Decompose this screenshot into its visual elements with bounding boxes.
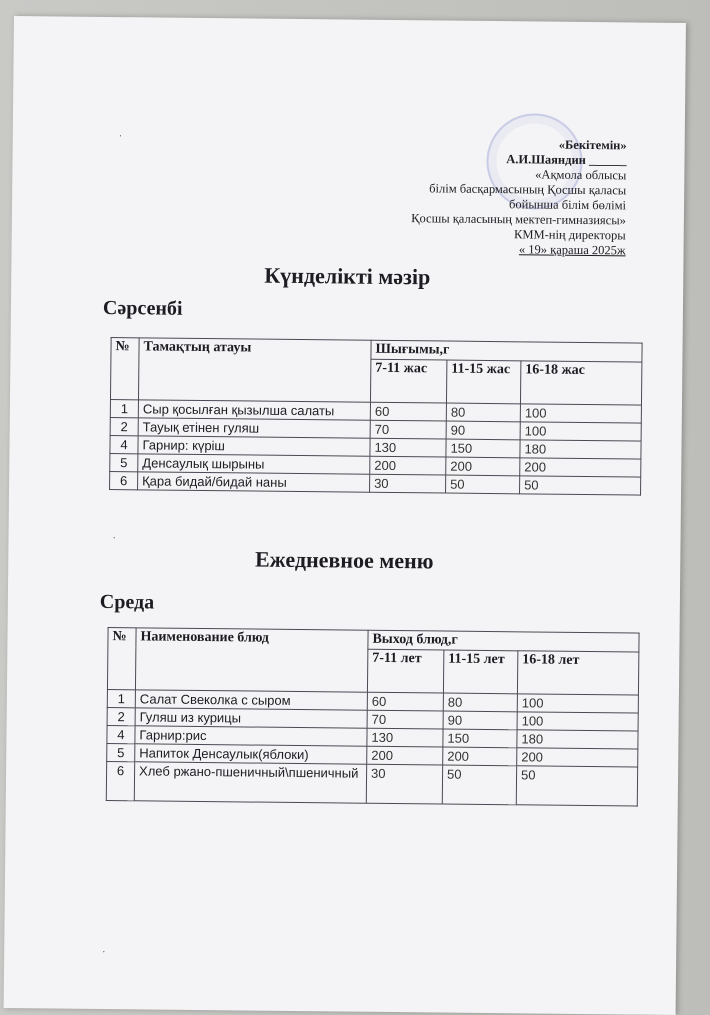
row-no: 5: [110, 454, 138, 472]
row-dish: Хлеб ржано-пшеничный\пшеничный: [134, 762, 366, 803]
row-value: 200: [443, 747, 517, 766]
row-value: 100: [517, 694, 638, 713]
row-no: 2: [110, 418, 138, 436]
row-value: 200: [520, 458, 641, 477]
table-row: [106, 762, 637, 807]
approval-line: «Бекітемін»: [558, 137, 627, 153]
row-dish: Гарнир:рис: [135, 726, 367, 746]
header-name: Тамақтың атауы: [138, 338, 371, 402]
row-value: 200: [370, 456, 446, 475]
kz-menu-table: [109, 337, 643, 496]
row-value: 180: [517, 730, 638, 749]
header-no: №: [107, 628, 136, 690]
header-age-7-11: 7-11 жас: [370, 359, 446, 403]
row-dish: Салат Свеколка с сыром: [135, 690, 367, 710]
ru-day-heading: Среда: [99, 590, 155, 614]
header-age-7-11: 7-11 лет: [367, 649, 443, 693]
ru-menu-table: [106, 627, 640, 807]
header-age-16-18: 16-18 жас: [520, 361, 641, 405]
approval-line: білім басқармасының Қосшы қаласы: [429, 181, 627, 198]
mark: ·: [112, 533, 116, 545]
approval-line: КММ-нің директоры: [513, 227, 626, 243]
approval-block: [411, 136, 627, 258]
approval-signatory: А.И.Шаяндин ______: [506, 152, 627, 168]
row-value: 100: [517, 712, 638, 731]
row-value: 60: [367, 692, 443, 711]
approval-line: «Ақмола облысы: [535, 167, 627, 183]
row-value: 130: [367, 728, 443, 747]
approval-line: Қосшы қаласының мектеп-гимназиясы»: [411, 211, 626, 228]
row-dish: Напиток Денсаулык(яблоки): [135, 744, 367, 764]
document-sheet: [4, 16, 686, 1015]
approval-date: « 19» қараша 2025ж: [518, 242, 626, 258]
mark: ·: [102, 946, 106, 959]
header-age-11-15: 11-15 жас: [446, 360, 520, 404]
row-no: 1: [107, 690, 135, 708]
row-no: 6: [110, 472, 138, 490]
row-value: 200: [517, 748, 638, 767]
kz-page-title: Күнделікті мәзір: [264, 262, 431, 290]
row-value: 90: [446, 421, 520, 440]
row-no: 6: [106, 762, 134, 801]
row-no: 2: [107, 708, 135, 726]
row-value: 150: [443, 729, 517, 748]
row-value: 150: [446, 439, 520, 458]
header-age-11-15: 11-15 лет: [443, 650, 517, 694]
row-value: 80: [446, 403, 520, 422]
row-value: 100: [520, 404, 641, 423]
row-value: 200: [446, 457, 520, 476]
header-no: №: [110, 338, 139, 400]
row-value: 50: [520, 476, 641, 495]
row-value: 180: [520, 440, 641, 459]
row-value: 90: [443, 711, 517, 730]
header-output: Выход блюд,г: [368, 630, 639, 652]
approval-line: бойынша білім бөлімі: [509, 197, 627, 213]
row-no: 4: [110, 436, 138, 454]
ru-page-title: Ежедневное меню: [254, 546, 434, 574]
row-value: 50: [516, 766, 637, 806]
row-no: 4: [107, 726, 135, 744]
row-value: 30: [370, 474, 446, 493]
row-no: 1: [110, 400, 138, 418]
row-value: 60: [370, 402, 446, 421]
row-dish: Гуляш из курицы: [135, 708, 367, 728]
row-value: 50: [442, 765, 516, 805]
row-dish: Сыр қосылған қызылша салаты: [138, 400, 370, 420]
header-output: Шығымы,г: [371, 340, 642, 362]
row-value: 100: [520, 422, 641, 441]
header-age-16-18: 16-18 лет: [517, 651, 638, 695]
row-value: 70: [367, 710, 443, 729]
row-dish: Денсаулық шырыны: [138, 454, 370, 474]
row-value: 130: [370, 438, 446, 457]
header-name: Наименование блюд: [135, 628, 368, 692]
mark: ·: [118, 131, 123, 143]
row-value: 70: [370, 420, 446, 439]
row-dish: Тауық етінен гуляш: [138, 418, 370, 438]
row-value: 80: [443, 693, 517, 712]
row-value: 200: [367, 746, 443, 765]
kz-day-heading: Сәрсенбі: [102, 296, 183, 320]
row-dish: Гарнир: күріш: [138, 436, 370, 456]
row-dish: Қара бидай/бидай наны: [138, 472, 370, 492]
row-value: 30: [366, 764, 442, 804]
row-no: 5: [107, 744, 135, 762]
row-value: 50: [446, 475, 520, 494]
